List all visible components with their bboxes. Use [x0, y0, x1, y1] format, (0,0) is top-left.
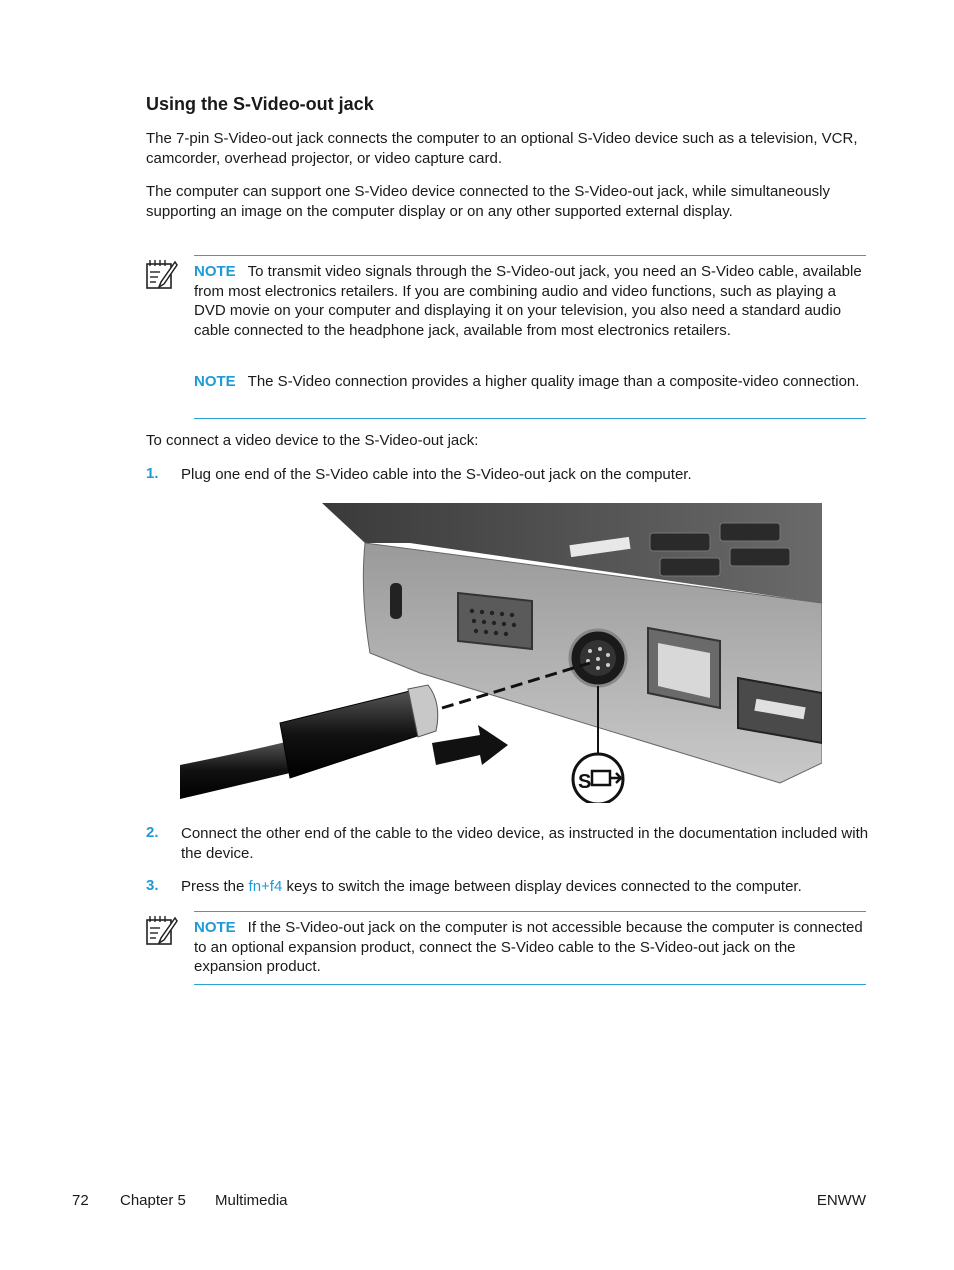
intro-paragraph-1: The 7-pin S-Video-out jack connects the computer to an optional S-Video device such as a television, VCR, camcorder, overhead projector, or video capture card. — [146, 130, 858, 167]
step-2-text: Connect the other end of the cable to the video device, as instructed in the documentation included with the device. — [181, 825, 869, 862]
step-3-text — [181, 877, 871, 897]
intro-paragraph-2: The computer can support one S-Video device connected to the S-Video-out jack, while simultaneously supporting an image on the computer display or on any other supported external display. — [146, 183, 831, 220]
note-2 — [194, 372, 866, 392]
note-label: NOTE — [194, 263, 236, 280]
s-video-symbol-letter: S — [578, 771, 592, 793]
fn-f4-key-link[interactable]: fn+f4 — [248, 878, 283, 895]
footer-code: ENWW — [816, 1192, 866, 1209]
note-3 — [194, 918, 866, 977]
s-video-cable — [180, 741, 290, 799]
step-3-number: 3. — [146, 877, 159, 894]
step-2-number: 2. — [146, 824, 159, 841]
note-1 — [194, 262, 866, 340]
note-pad-icon — [145, 258, 179, 290]
note-block-1 — [194, 255, 866, 419]
note-block-2 — [194, 911, 866, 985]
footer-section: Multimedia — [215, 1192, 288, 1209]
insert-direction-arrow — [432, 725, 508, 765]
footer-chapter: Chapter 5 — [120, 1192, 186, 1209]
vga-port — [458, 593, 532, 649]
step-3-text-after: keys to switch the image between display devices connected to the computer. — [282, 878, 802, 895]
note-2-text: The S-Video connection provides a higher quality image than a composite-video connection. — [247, 373, 860, 390]
note-label: NOTE — [194, 373, 236, 390]
note-label: NOTE — [194, 919, 236, 936]
procedure-intro: To connect a video device to the S-Video-out jack: — [146, 432, 479, 449]
note-pad-icon — [145, 914, 179, 946]
note-3-text: If the S-Video-out jack on the computer is not accessible because the computer is connected to an optional expansion product, connect the S-Video cable to the S-Video-out jack on the expansion product. — [194, 919, 863, 975]
security-slot — [390, 583, 402, 619]
page-number: 72 — [72, 1192, 89, 1209]
s-video-plug — [280, 691, 420, 778]
s-video-connection-illustration — [180, 503, 822, 803]
section-heading: Using the S-Video-out jack — [146, 94, 374, 114]
step-1-number: 1. — [146, 465, 159, 482]
step-1-text: Plug one end of the S-Video cable into the S-Video-out jack on the computer. — [181, 466, 692, 483]
note-1-text: To transmit video signals through the S-Video-out jack, you need an S-Video cable, available from most electronics retailers. If you are combining audio and video functions, such as playing a DVD movie on your computer and displaying it on your television, you also need a standard audio cable connected to the headphone jack, available from most electronics retailers. — [194, 263, 862, 339]
step-3-text-before: Press the — [181, 878, 249, 895]
